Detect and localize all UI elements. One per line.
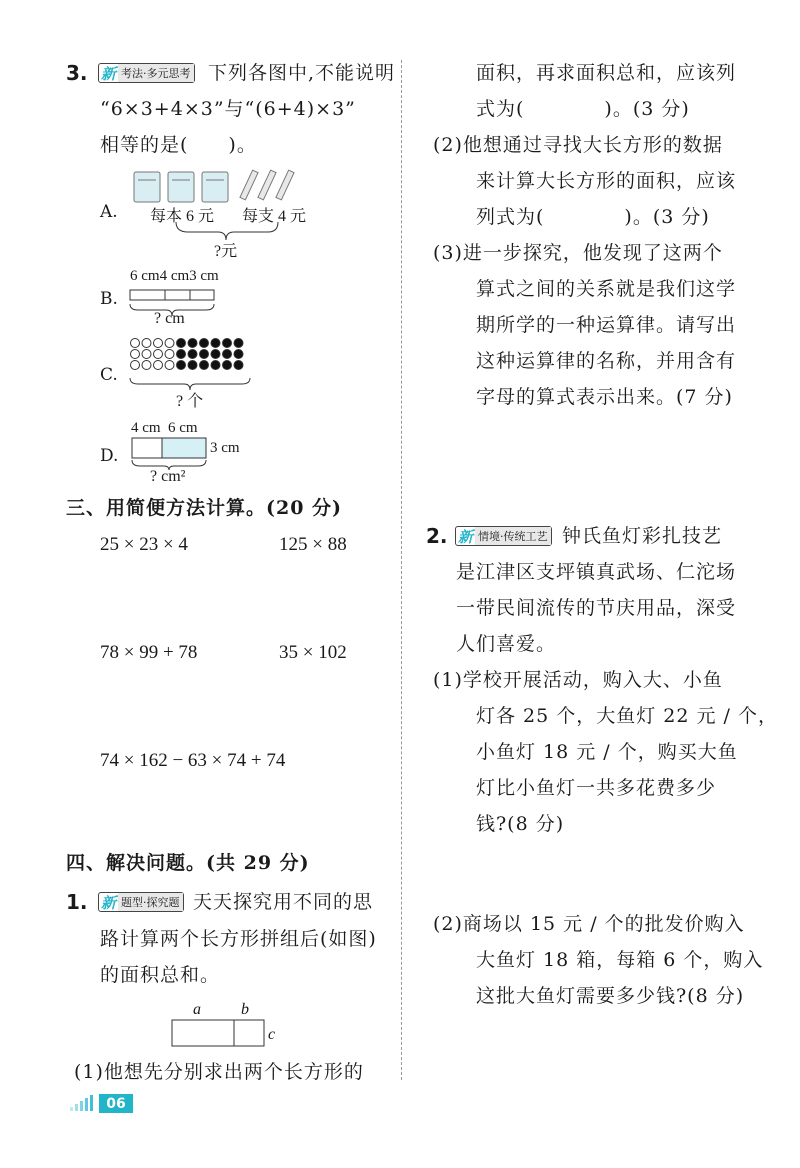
option-d-top-a: 4 cm xyxy=(131,420,161,436)
open-dot xyxy=(142,339,151,348)
q1-part3-line5: 字母的算式表示出来。(7 分) xyxy=(476,386,733,408)
q1-badge-label: 题型·探究题 xyxy=(118,893,183,911)
page-number-decoration xyxy=(70,1095,93,1111)
q3-line3: 相等的是( )。 xyxy=(100,134,257,156)
q3-line2: “6×3+4×3”与“(6+4)×3” xyxy=(100,98,356,120)
q1-part3-line2: 算式之间的关系就是我们这学 xyxy=(476,278,737,300)
q3-number: 3. xyxy=(66,61,88,85)
expr-2: 125 × 88 xyxy=(279,534,347,555)
column-divider xyxy=(401,60,402,1080)
option-b-total: ? cm xyxy=(154,310,185,327)
q2-part1-line4: 灯比小鱼灯一共多花费多少 xyxy=(476,777,717,799)
open-dot xyxy=(131,339,140,348)
open-dot xyxy=(142,361,151,370)
filled-dot xyxy=(200,361,209,370)
filled-dot xyxy=(234,350,243,359)
option-a-right-label: 每支 4 元 xyxy=(242,208,307,225)
q2-badge xyxy=(455,526,552,546)
q2-number: 2. xyxy=(426,524,448,548)
option-a-left-label: 每本 6 元 xyxy=(150,208,215,225)
filled-dot xyxy=(223,350,232,359)
open-dot xyxy=(131,350,140,359)
new-badge-icon: 新 xyxy=(101,893,117,912)
open-dot xyxy=(165,361,174,370)
q2-part1-line5: 钱?(8 分) xyxy=(476,813,565,835)
q1-part1-line3: 式为( )。(3 分) xyxy=(476,98,690,120)
section3-title: 三、用简便方法计算。(20 分) xyxy=(66,497,343,519)
filled-dot xyxy=(211,339,220,348)
q2-part2-line1: (2)商场以 15 元 / 个的批发价购入 xyxy=(433,913,745,935)
q1-part3-line4: 这种运算律的名称，并用含有 xyxy=(476,350,737,372)
open-dot xyxy=(165,350,174,359)
q3-line1: 下列各图中,不能说明 xyxy=(208,62,396,84)
q1-fig-b: b xyxy=(241,1001,249,1018)
option-d-side: 3 cm xyxy=(210,440,240,456)
option-b-top-label: 6 cm4 cm3 cm xyxy=(130,268,219,284)
q1-part3-line1: (3)进一步探究，他发现了这两个 xyxy=(433,242,723,264)
filled-dot xyxy=(188,339,197,348)
expr-3: 78 × 99 + 78 xyxy=(100,642,198,663)
q2-part2-line2: 大鱼灯 18 箱，每箱 6 个，购入 xyxy=(476,949,764,971)
option-c-letter: C. xyxy=(100,365,118,385)
q1-line1: 天天探究用不同的思 xyxy=(193,891,374,913)
option-d-letter: D. xyxy=(100,446,119,466)
option-d-figure xyxy=(130,436,214,470)
new-badge-icon: 新 xyxy=(458,527,474,546)
filled-dot xyxy=(234,339,243,348)
option-d-top-b: 6 cm xyxy=(168,420,198,436)
filled-dot xyxy=(211,361,220,370)
section4-title: 四、解决问题。(共 29 分) xyxy=(66,852,310,874)
open-dot xyxy=(131,361,140,370)
open-dot xyxy=(165,339,174,348)
q1-fig-a: a xyxy=(193,1001,201,1018)
open-dot xyxy=(154,361,163,370)
q1-fig-c: c xyxy=(268,1026,276,1043)
filled-dot xyxy=(200,350,209,359)
filled-dot xyxy=(234,361,243,370)
q2-part2-line3: 这批大鱼灯需要多少钱?(8 分) xyxy=(476,985,745,1007)
filled-dot xyxy=(223,361,232,370)
q1-part2-line3: 列式为( )。(3 分) xyxy=(476,206,710,228)
page-number: 06 xyxy=(99,1094,133,1113)
q1-line2: 路计算两个长方形拼组后(如图) xyxy=(100,928,377,950)
filled-dot xyxy=(177,361,186,370)
expr-4: 35 × 102 xyxy=(279,642,347,663)
filled-dot xyxy=(177,350,186,359)
filled-dot xyxy=(188,350,197,359)
q3-badge xyxy=(98,63,195,83)
q1-part2-line2: 来计算大长方形的面积，应该 xyxy=(476,170,737,192)
open-dot xyxy=(154,339,163,348)
option-d-total: ? cm² xyxy=(150,468,186,485)
open-dot xyxy=(142,350,151,359)
open-dot xyxy=(154,350,163,359)
filled-dot xyxy=(223,339,232,348)
option-a-letter: A. xyxy=(100,202,118,222)
filled-dot xyxy=(177,339,186,348)
q1-part1-line2: 面积，再求面积总和，应该列 xyxy=(476,62,737,84)
q1-number: 1. xyxy=(66,890,88,914)
expr-5: 74 × 162 − 63 × 74 + 74 xyxy=(100,750,286,771)
q2-badge-label: 情境·传统工艺 xyxy=(475,527,551,545)
q1-badge xyxy=(98,892,184,912)
option-c-total: ? 个 xyxy=(176,393,204,410)
filled-dot xyxy=(211,350,220,359)
q2-line2: 是江津区支坪镇真武场、仁沱场 xyxy=(456,561,737,583)
filled-dot xyxy=(200,339,209,348)
pen-icon xyxy=(240,170,294,200)
filled-dot xyxy=(188,361,197,370)
option-a-total: ?元 xyxy=(214,243,238,260)
expr-1: 25 × 23 × 4 xyxy=(100,534,188,555)
option-b-letter: B. xyxy=(100,289,118,309)
q1-part2-line1: (2)他想通过寻找大长方形的数据 xyxy=(433,134,723,156)
notebook-icon xyxy=(134,172,228,202)
q2-part1-line2: 灯各 25 个，大鱼灯 22 元 / 个， xyxy=(476,705,778,727)
q2-line4: 人们喜爱。 xyxy=(456,633,557,655)
q2-line3: 一带民间流传的节庆用品，深受 xyxy=(456,597,737,619)
option-c-figure xyxy=(128,336,258,392)
q1-line3: 的面积总和。 xyxy=(100,964,221,986)
q2-part1-line1: (1)学校开展活动，购入大、小鱼 xyxy=(433,669,723,691)
new-badge-icon: 新 xyxy=(101,64,117,83)
q2-part1-line3: 小鱼灯 18 元 / 个，购买大鱼 xyxy=(476,741,738,763)
q3-badge-label: 考法·多元思考 xyxy=(118,64,194,82)
q1-part1-line1: (1)他想先分别求出两个长方形的 xyxy=(74,1061,364,1083)
q2-line1: 钟氏鱼灯彩扎技艺 xyxy=(562,525,723,547)
q1-part3-line3: 期所学的一种运算律。请写出 xyxy=(476,314,737,336)
